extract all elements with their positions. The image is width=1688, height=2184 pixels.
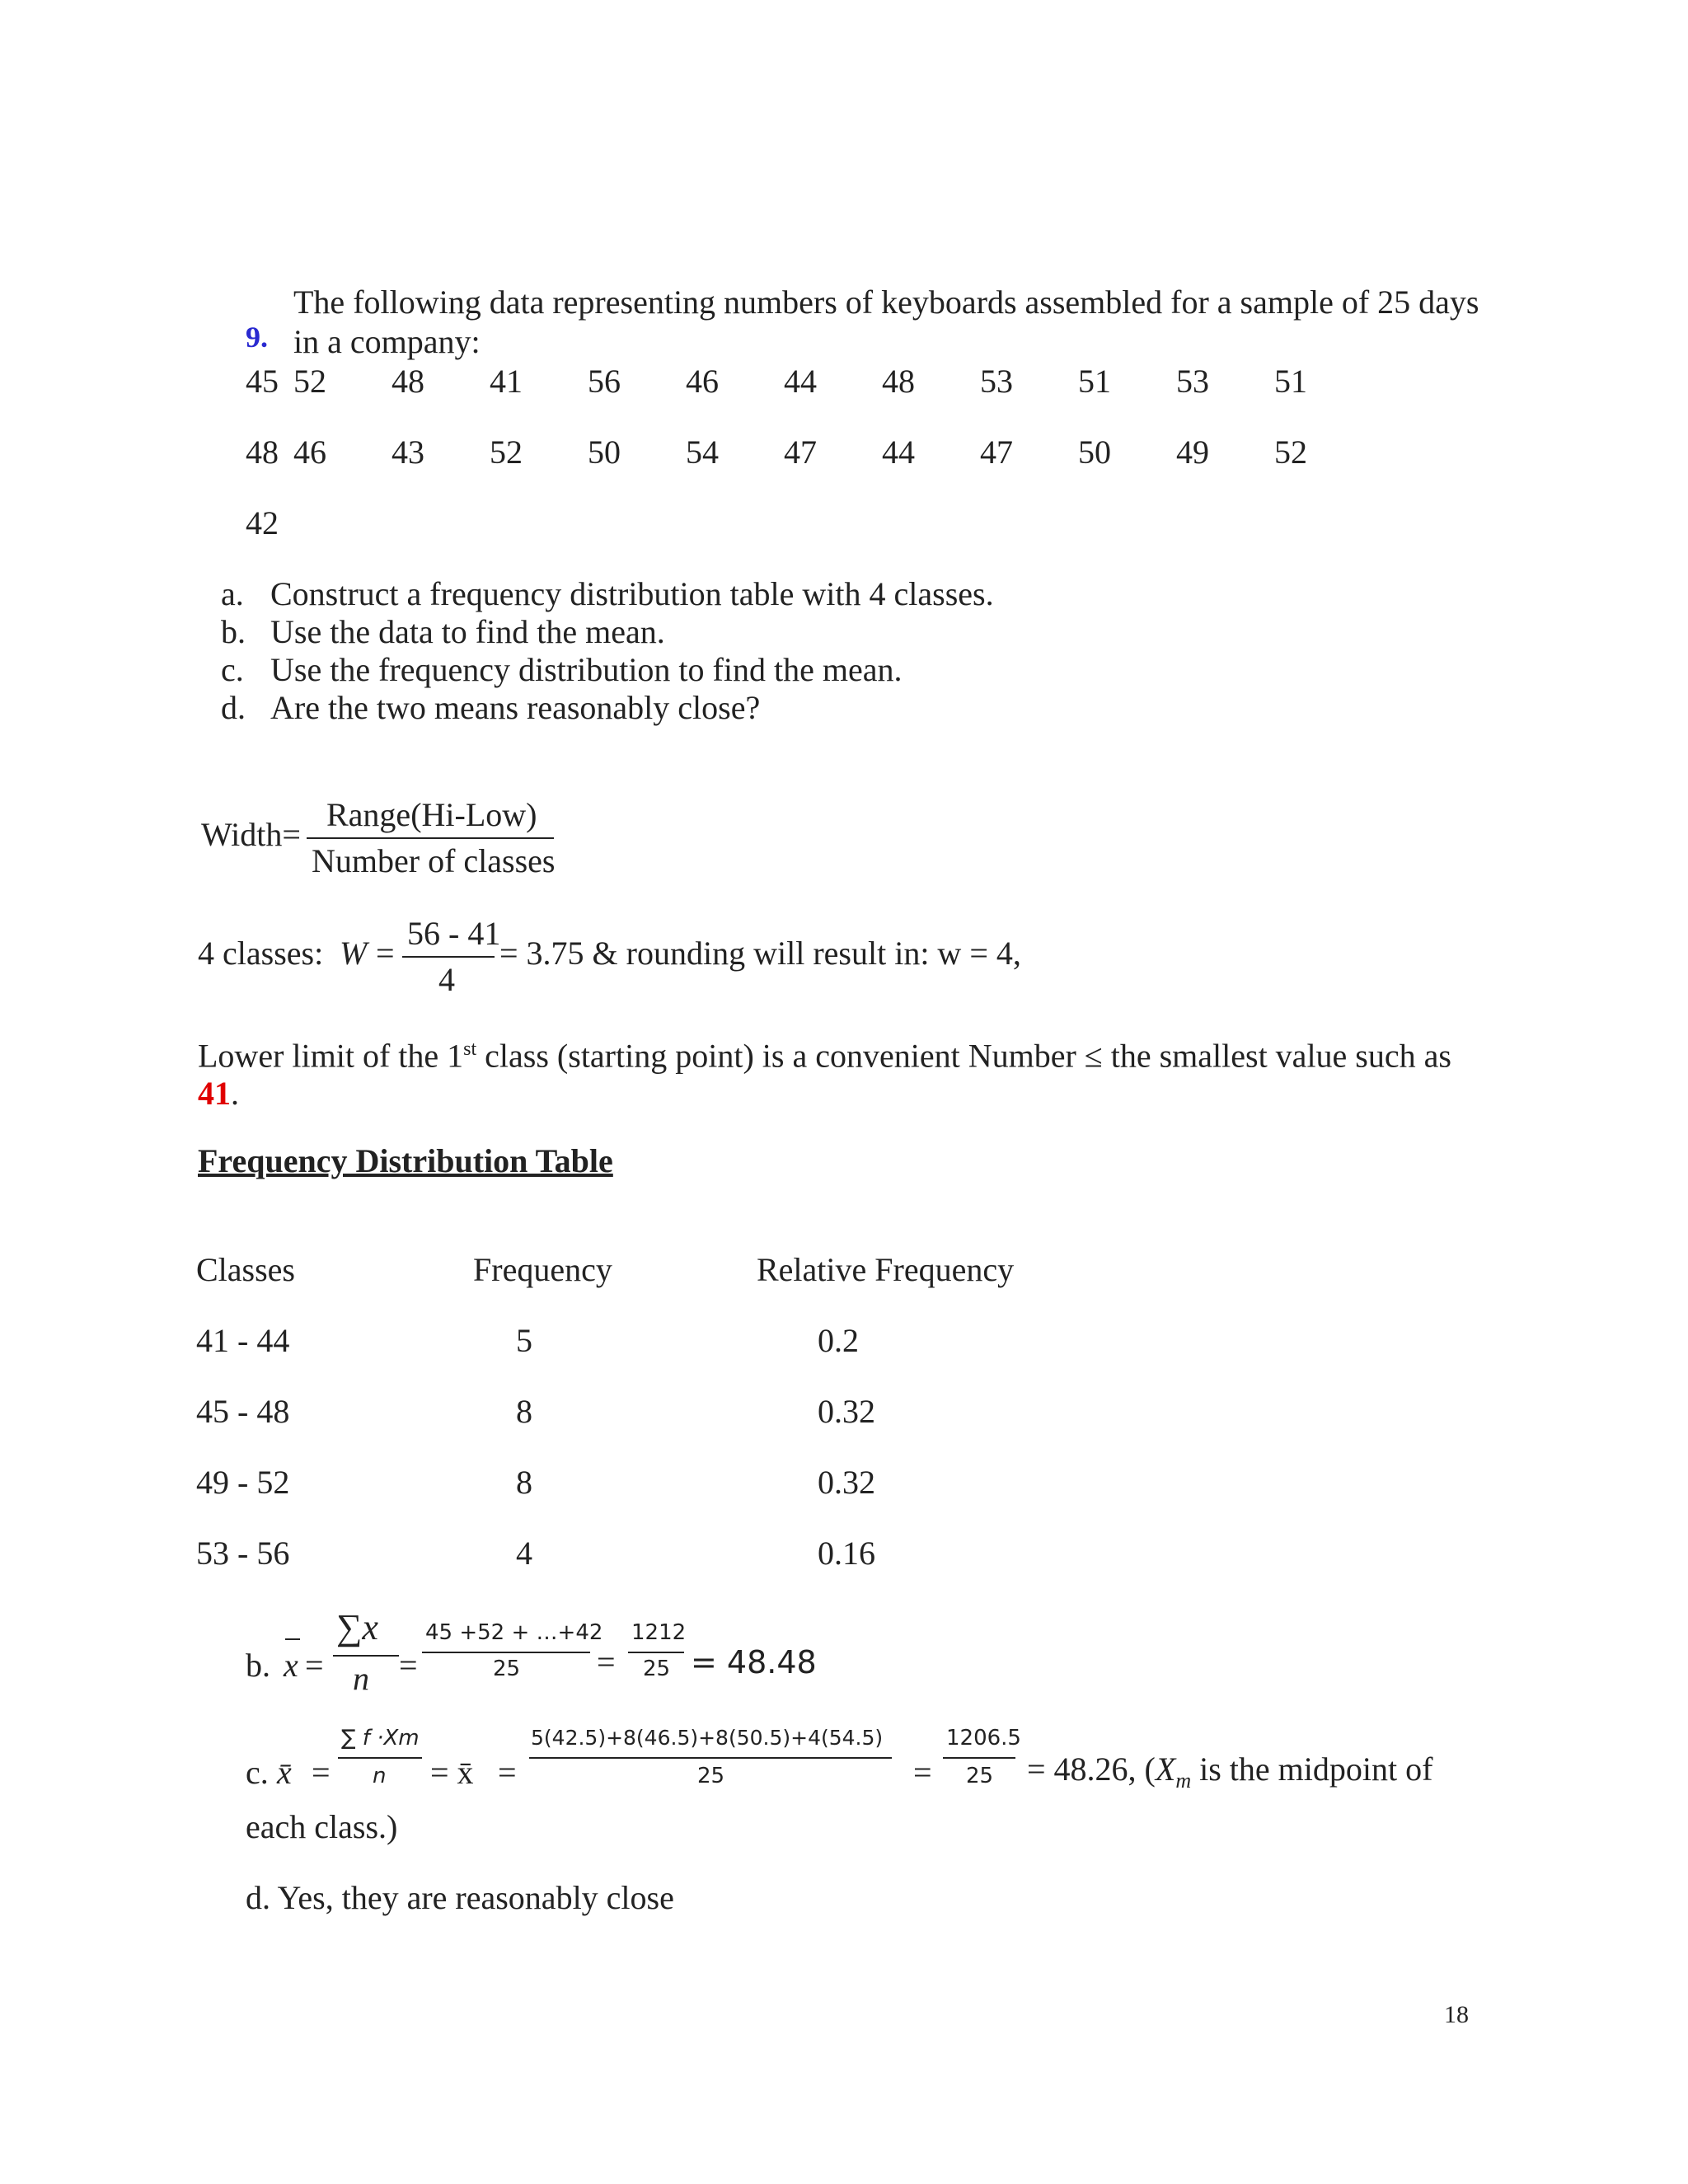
sum-expansion-numerator: 45 +52 + …+42 xyxy=(425,1620,603,1645)
table-cell-class: 45 - 48 xyxy=(196,1393,290,1430)
weighted-sum-numerator: ∑ f ·Xm xyxy=(341,1726,420,1750)
data-value: 47 xyxy=(784,434,817,471)
xbar-symbol: x xyxy=(284,1647,298,1684)
data-value: 53 xyxy=(980,363,1013,400)
data-value: 46 xyxy=(293,434,326,471)
part-c-result: = 48.26, ( xyxy=(1027,1750,1156,1788)
part-b-label: b. xyxy=(246,1647,270,1684)
data-value: 50 xyxy=(588,434,621,471)
table-cell-rel: 0.32 xyxy=(818,1393,875,1430)
part-letter: b. xyxy=(221,613,246,650)
data-value: 48 xyxy=(246,434,279,471)
width-label: Width= xyxy=(201,816,301,853)
lower-limit-value: 41 xyxy=(198,1075,231,1112)
question-text-line2: in a company: xyxy=(293,323,481,360)
data-value: 44 xyxy=(882,434,915,471)
part-letter: d. xyxy=(221,689,246,726)
table-cell-rel: 0.2 xyxy=(818,1322,859,1359)
data-value: 48 xyxy=(882,363,915,400)
fraction-bar xyxy=(338,1757,422,1759)
calc-numerator: 56 - 41 xyxy=(407,915,501,952)
data-value: 51 xyxy=(1078,363,1111,400)
page-number: 18 xyxy=(1444,2001,1469,2028)
part-text: Use the frequency distribution to find the mean. xyxy=(270,651,903,688)
header-frequency: Frequency xyxy=(473,1251,612,1288)
data-value: 45 xyxy=(246,363,279,400)
width-numerator: Range(Hi-Low) xyxy=(326,796,537,833)
part-c-line2: each class.) xyxy=(246,1808,398,1845)
lower-limit-value-line xyxy=(198,1075,239,1113)
header-classes: Classes xyxy=(196,1251,295,1288)
part-c-tail: is the midpoint of xyxy=(1191,1750,1433,1788)
equals-sign: = xyxy=(376,935,395,972)
fraction-bar xyxy=(529,1757,892,1759)
total-denominator: 25 xyxy=(643,1657,671,1681)
equals-sign: = xyxy=(498,1754,517,1791)
data-value: 53 xyxy=(1176,363,1209,400)
lower-limit-period: . xyxy=(231,1075,239,1112)
xbar-overline xyxy=(285,1638,300,1640)
part-c-label: c. xyxy=(246,1754,269,1791)
part-letter: c. xyxy=(221,651,244,688)
lower-limit-text-before: Lower limit of the 1 xyxy=(198,1037,464,1075)
data-value: 44 xyxy=(784,363,817,400)
calc-denominator: 4 xyxy=(438,961,455,998)
fraction-bar xyxy=(422,1652,590,1653)
equals-sign: = xyxy=(913,1754,932,1791)
question-text-line1: The following data representing numbers of keyboards assembled for a sample of 25 days xyxy=(293,284,1479,321)
lower-limit-text-after: class (starting point) is a convenient Number ≤ the smallest value such as xyxy=(476,1037,1451,1075)
table-cell-class: 49 - 52 xyxy=(196,1464,290,1501)
fraction-bar xyxy=(943,1757,1015,1759)
table-cell-freq: 8 xyxy=(516,1393,532,1430)
table-cell-rel: 0.16 xyxy=(818,1535,875,1572)
total-numerator: 1212 xyxy=(631,1620,687,1645)
data-value: 52 xyxy=(490,434,523,471)
part-text: Are the two means reasonably close? xyxy=(270,689,761,726)
sum-denominator: n xyxy=(353,1660,369,1697)
table-cell-class: 53 - 56 xyxy=(196,1535,290,1572)
weighted-total-denominator: 25 xyxy=(966,1764,994,1788)
data-value: 47 xyxy=(980,434,1013,471)
data-value: 50 xyxy=(1078,434,1111,471)
data-value: 52 xyxy=(1274,434,1307,471)
calc-result: = 3.75 & rounding will result in: w = 4, xyxy=(499,935,1021,972)
table-cell-class: 41 - 44 xyxy=(196,1322,290,1359)
lower-limit-sentence xyxy=(198,1030,1451,1075)
equals-sign: = xyxy=(597,1643,616,1680)
question-number: 9. xyxy=(246,321,268,354)
table-cell-freq: 8 xyxy=(516,1464,532,1501)
width-denominator: Number of classes xyxy=(312,842,556,879)
fraction-bar xyxy=(628,1652,684,1653)
data-value: 46 xyxy=(686,363,719,400)
sum-numerator: ∑x xyxy=(336,1607,378,1647)
table-heading: Frequency Distribution Table xyxy=(198,1142,613,1179)
data-value: 41 xyxy=(490,363,523,400)
midpoint-expansion-numerator: 5(42.5)+8(46.5)+8(50.5)+4(54.5) xyxy=(531,1726,884,1750)
midpoint-expansion-denominator: 25 xyxy=(697,1764,725,1788)
data-value: 42 xyxy=(246,504,279,541)
data-value: 52 xyxy=(293,363,326,400)
data-value: 49 xyxy=(1176,434,1209,471)
table-cell-freq: 5 xyxy=(516,1322,532,1359)
table-cell-freq: 4 xyxy=(516,1535,532,1572)
data-value: 48 xyxy=(392,363,424,400)
data-value: 54 xyxy=(686,434,719,471)
part-b-result: = 48.48 xyxy=(691,1644,817,1680)
part-c-result-line xyxy=(1027,1750,1432,1800)
fraction-bar xyxy=(333,1655,399,1657)
weighted-sum-denominator: n xyxy=(373,1764,387,1788)
ordinal-superscript: st xyxy=(463,1038,477,1060)
header-relative-frequency: Relative Frequency xyxy=(757,1251,1015,1288)
part-text: Construct a frequency distribution table with 4 classes. xyxy=(270,575,994,612)
xm-subscript: m xyxy=(1175,1769,1192,1793)
weighted-total-numerator: 1206.5 xyxy=(946,1726,1021,1750)
part-text: Use the data to find the mean. xyxy=(270,613,665,650)
fraction-bar xyxy=(307,837,554,839)
part-d-answer: d. Yes, they are reasonably close xyxy=(246,1879,674,1916)
data-value: 43 xyxy=(392,434,424,471)
part-letter: a. xyxy=(221,575,244,612)
xbar-symbol: x̄ xyxy=(277,1754,292,1791)
data-value: 51 xyxy=(1274,363,1307,400)
equals-xbar: = x̄ xyxy=(430,1754,474,1791)
fraction-bar xyxy=(402,956,495,958)
xm-symbol: X xyxy=(1155,1750,1176,1788)
equals-sign: = xyxy=(305,1647,324,1684)
table-cell-rel: 0.32 xyxy=(818,1464,875,1501)
data-value: 56 xyxy=(588,363,621,400)
equals-sign: = xyxy=(399,1647,418,1684)
sum-expansion-denominator: 25 xyxy=(493,1657,521,1681)
equals-sign: = xyxy=(312,1754,331,1791)
classes-label: 4 classes: xyxy=(198,935,324,972)
width-var: W xyxy=(340,935,368,972)
